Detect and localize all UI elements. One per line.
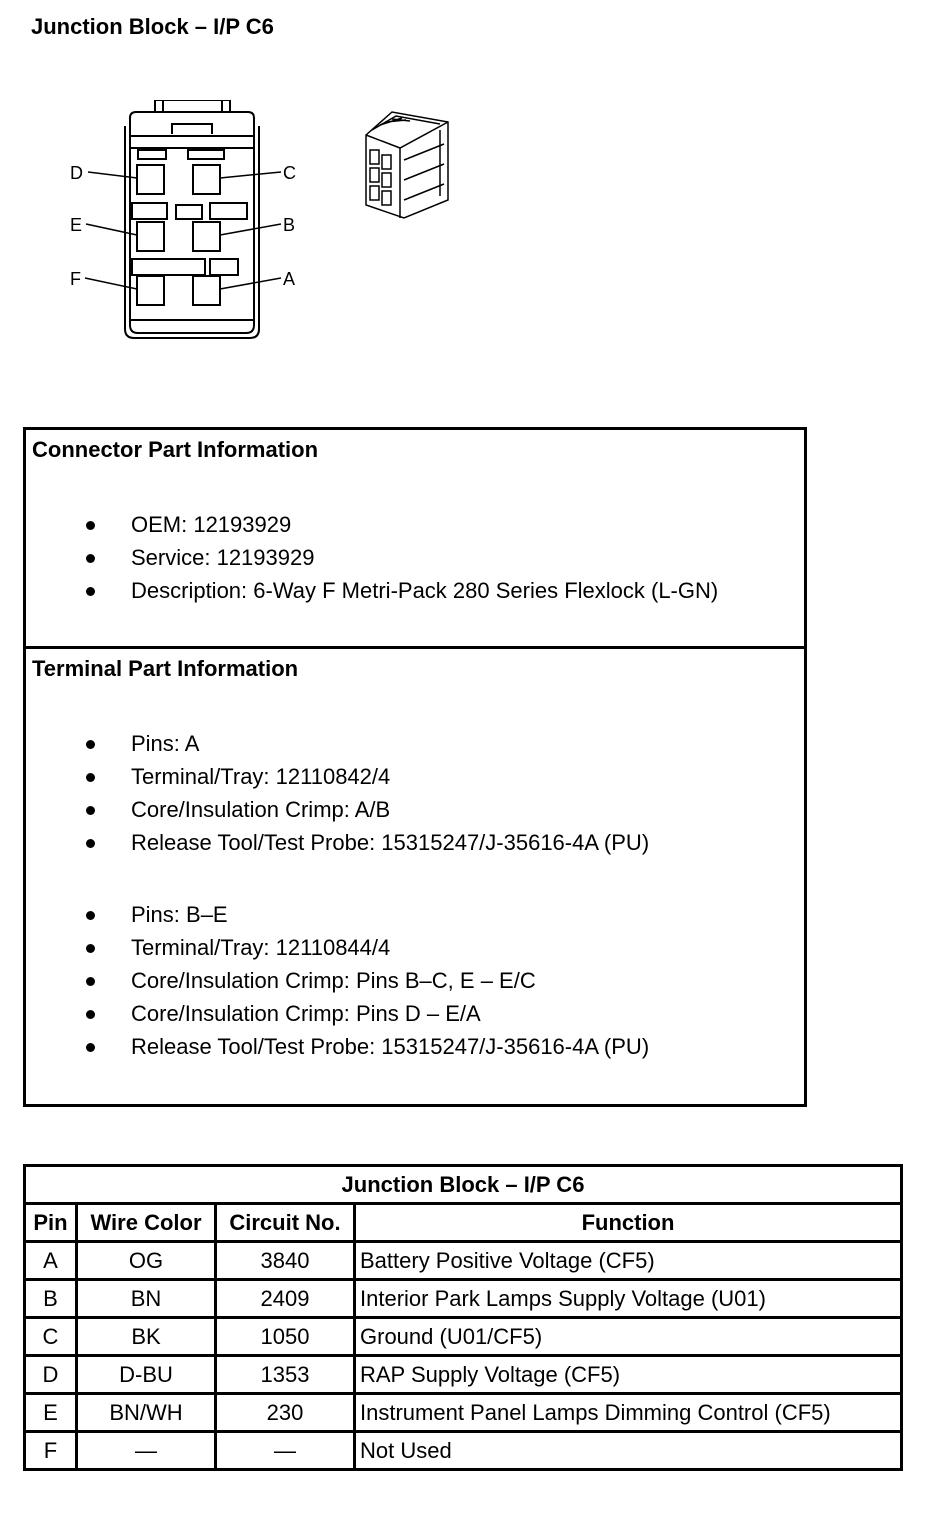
terminal-part-list-2 xyxy=(26,898,649,1063)
list-item: Release Tool/Test Probe: 15315247/J-35616-4A (PU) xyxy=(26,826,649,859)
wire-color-cell: BN/WH xyxy=(77,1394,216,1432)
pin-label-d: D xyxy=(70,163,83,183)
pin-label-f: F xyxy=(70,269,81,289)
wire-color-cell: — xyxy=(77,1432,216,1470)
connector-isometric-view xyxy=(355,100,455,225)
wire-color-cell: OG xyxy=(77,1242,216,1280)
function-cell: Instrument Panel Lamps Dimming Control (CF5) xyxy=(355,1394,902,1432)
list-item: Core/Insulation Crimp: A/B xyxy=(26,793,649,826)
table-row xyxy=(25,1432,902,1470)
function-cell: Ground (U01/CF5) xyxy=(355,1318,902,1356)
connector-front-view xyxy=(60,100,320,345)
circuit-no-cell: 1353 xyxy=(216,1356,355,1394)
column-header-pin: Pin xyxy=(25,1204,77,1242)
table-row xyxy=(25,1242,902,1280)
pin-cell: C xyxy=(25,1318,77,1356)
list-item: OEM: 12193929 xyxy=(26,508,718,541)
pin-label-a: A xyxy=(283,269,296,289)
circuit-no-cell: — xyxy=(216,1432,355,1470)
pin-cell: F xyxy=(25,1432,77,1470)
list-item: Terminal/Tray: 12110842/4 xyxy=(26,760,649,793)
pinout-table-title: Junction Block – I/P C6 xyxy=(25,1166,902,1204)
connector-part-heading: Connector Part Information xyxy=(32,437,319,462)
table-row xyxy=(25,1318,902,1356)
pin-cell: E xyxy=(25,1394,77,1432)
list-item: Release Tool/Test Probe: 15315247/J-35616-4A (PU) xyxy=(26,1030,649,1063)
wire-color-cell: BN xyxy=(77,1280,216,1318)
list-item: Core/Insulation Crimp: Pins B–C, E – E/C xyxy=(26,964,649,997)
terminal-part-heading: Terminal Part Information xyxy=(32,656,299,681)
table-header-row xyxy=(25,1204,902,1242)
connector-part-list xyxy=(26,508,718,607)
pin-cell: A xyxy=(25,1242,77,1280)
column-header-wire-color: Wire Color xyxy=(77,1204,216,1242)
function-cell: RAP Supply Voltage (CF5) xyxy=(355,1356,902,1394)
pin-cell: B xyxy=(25,1280,77,1318)
column-header-function: Function xyxy=(355,1204,902,1242)
pin-label-e: E xyxy=(70,215,83,235)
pin-label-c: C xyxy=(283,163,296,183)
table-row xyxy=(25,1280,902,1318)
page-title: Junction Block – I/P C6 xyxy=(31,14,274,39)
list-item: Pins: A xyxy=(26,727,649,760)
list-item: Service: 12193929 xyxy=(26,541,718,574)
function-cell: Not Used xyxy=(355,1432,902,1470)
function-cell: Interior Park Lamps Supply Voltage (U01) xyxy=(355,1280,902,1318)
terminal-part-section xyxy=(26,649,804,1104)
pin-cell: D xyxy=(25,1356,77,1394)
list-item: Description: 6-Way F Metri-Pack 280 Series Flexlock (L-GN) xyxy=(26,574,718,607)
list-item: Pins: B–E xyxy=(26,898,649,931)
wire-color-cell: BK xyxy=(77,1318,216,1356)
circuit-no-cell: 230 xyxy=(216,1394,355,1432)
function-cell: Battery Positive Voltage (CF5) xyxy=(355,1242,902,1280)
circuit-no-cell: 3840 xyxy=(216,1242,355,1280)
table-row xyxy=(25,1394,902,1432)
circuit-no-cell: 2409 xyxy=(216,1280,355,1318)
list-item: Core/Insulation Crimp: Pins D – E/A xyxy=(26,997,649,1030)
part-information-box xyxy=(23,427,807,1107)
connector-part-section xyxy=(26,430,804,649)
pin-label-b: B xyxy=(283,215,296,235)
table-row xyxy=(25,1356,902,1394)
column-header-circuit-no: Circuit No. xyxy=(216,1204,355,1242)
pinout-table xyxy=(23,1164,903,1471)
terminal-part-list-1 xyxy=(26,727,649,859)
wire-color-cell: D-BU xyxy=(77,1356,216,1394)
circuit-no-cell: 1050 xyxy=(216,1318,355,1356)
list-item: Terminal/Tray: 12110844/4 xyxy=(26,931,649,964)
